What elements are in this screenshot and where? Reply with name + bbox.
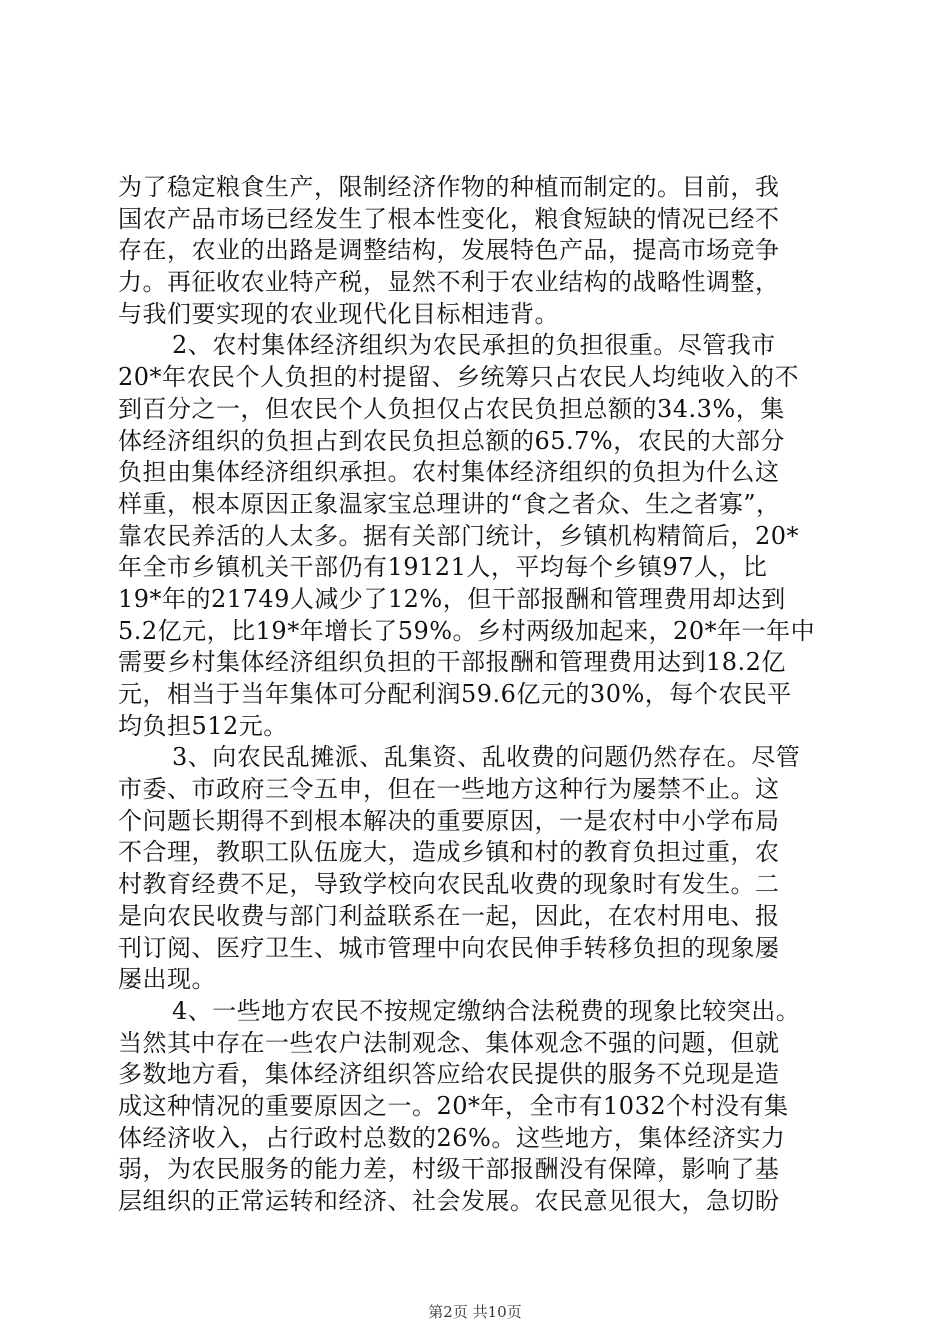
paragraph-4-first-line: 4、一些地方农民不按规定缴纳合法税费的现象比较突出。	[172, 996, 801, 1025]
text-line: 19*年的21749人减少了12%，但干部报酬和管理费用却达到	[118, 584, 786, 613]
text-line: 为了稳定粮食生产，限制经济作物的种植而制定的。目前，我	[118, 173, 780, 201]
text-line: 层组织的正常运转和经济、社会发展。农民意见很大，急切盼	[118, 1187, 780, 1215]
text-line: 需要乡村集体经济组织负担的干部报酬和管理费用达到18.2亿	[118, 648, 786, 677]
text-line: 体经济组织的负担占到农民负担总额的65.7%，农民的大部分	[118, 426, 785, 455]
body-text	[118, 172, 832, 1218]
text-line: 负担由集体经济组织承担。农村集体经济组织的负担为什么这	[118, 458, 780, 487]
text-line: 20*年农民个人负担的村提留、乡统筹只占农民人均纯收入的不	[118, 363, 800, 392]
text-line: 样重，根本原因正象温家宝总理讲的“食之者众、生之者寡”，	[118, 489, 781, 518]
text-line: 刊订阅、医疗卫生、城市管理中向农民伸手转移负担的现象屡	[118, 933, 780, 962]
text-line: 屡出现。	[118, 965, 216, 994]
text-line: 靠农民养活的人太多。据有关部门统计，乡镇机构精简后，20*	[118, 521, 800, 550]
text-line: 村教育经费不足，导致学校向农民乱收费的现象时有发生。二	[118, 870, 780, 899]
text-line: 均负担512元。	[118, 711, 288, 740]
text-line: 是向农民收费与部门利益联系在一起，因此，在农村用电、报	[118, 901, 780, 930]
paragraph-2-first-line: 2、农村集体经济组织为农民承担的负担很重。尽管我市	[172, 331, 776, 360]
text-line: 国农产品市场已经发生了根本性变化，粮食短缺的情况已经不	[118, 204, 780, 233]
text-line: 力。再征收农业特产税，显然不利于农业结构的战略性调整，	[118, 268, 780, 297]
text-line: 多数地方看，集体经济组织答应给农民提供的服务不兑现是造	[118, 1060, 780, 1089]
text-line: 不合理，教职工队伍庞大，造成乡镇和村的教育负担过重，农	[118, 838, 780, 867]
text-line: 年全市乡镇机关干部仍有19121人，平均每个乡镇97人，比	[118, 553, 768, 582]
text-line: 到百分之一，但农民个人负担仅占农民负担总额的34.3%，集	[118, 394, 785, 423]
text-line: 个问题长期得不到根本解决的重要原因，一是农村中小学布局	[118, 806, 780, 835]
text-line: 与我们要实现的农业现代化目标相违背。	[118, 299, 559, 328]
text-line: 5.2亿元，比19*年增长了59%。乡村两级加起来，20*年一年中	[118, 616, 816, 645]
text-line: 体经济收入，占行政村总数的26%。这些地方，集体经济实力	[118, 1123, 786, 1152]
text-line: 成这种情况的重要原因之一。20*年，全市有1032个村没有集	[118, 1091, 789, 1120]
text-line: 弱，为农民服务的能力差，村级干部报酬没有保障，影响了基	[118, 1155, 780, 1184]
text-line: 当然其中存在一些农户法制观念、集体观念不强的问题，但就	[118, 1028, 780, 1057]
text-line: 市委、市政府三令五申，但在一些地方这种行为屡禁不止。这	[118, 775, 780, 804]
text-line: 存在，农业的出路是调整结构，发展特色产品，提高市场竞争	[118, 236, 780, 265]
text-line: 元，相当于当年集体可分配利润59.6亿元的30%，每个农民平	[118, 680, 792, 708]
page-number-footer: 第2页 共10页	[428, 1303, 522, 1321]
paragraph-3-first-line: 3、向农民乱摊派、乱集资、乱收费的问题仍然存在。尽管	[172, 743, 801, 772]
